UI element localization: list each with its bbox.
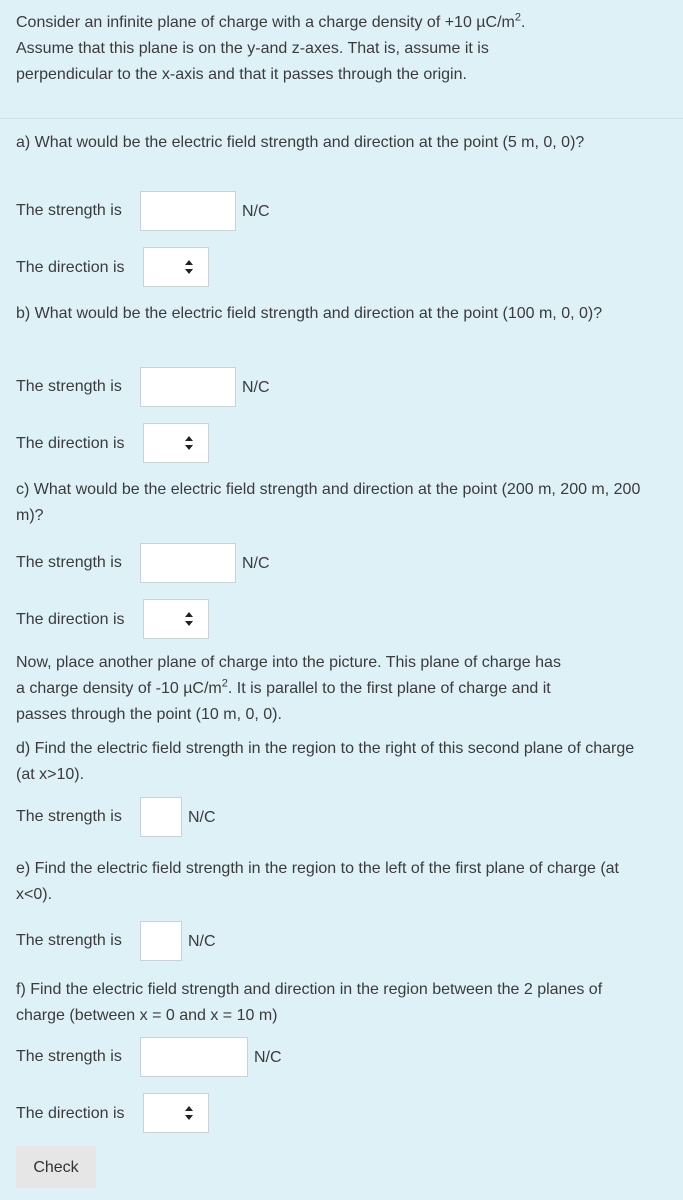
part-f-direction-select[interactable] — [143, 1093, 209, 1133]
part-c-strength-input[interactable] — [140, 543, 236, 583]
part-a-question: a) What would be the electric field strength and direction at the point (5 m, 0, 0)? — [16, 134, 585, 151]
part-a-direction-select[interactable] — [143, 247, 209, 287]
part-f-unit: N/C — [254, 1049, 282, 1066]
second-plane-text: Now, place another plane of charge into the picture. This plane of charge has a charge density of -10 $\mu C/m^2$. It is parallel to the first plane of charge and it passes through the point (10 m, 0, 0). — [16, 654, 561, 723]
up-down-chevron-icon — [184, 434, 194, 452]
part-a-strength-input[interactable] — [140, 191, 236, 231]
part-b-question: b) What would be the electric field strength and direction at the point (100 m, 0, 0)? — [16, 305, 603, 322]
part-c-question: c) What would be the electric field strength and direction at the point (200 m, 200 m, 200 m)? — [16, 481, 641, 524]
part-b-direction-select[interactable] — [143, 423, 209, 463]
part-e-unit: N/C — [188, 933, 216, 950]
divider — [0, 118, 683, 119]
part-d-unit: N/C — [188, 809, 216, 826]
intro-text: Consider an infinite plane of charge with a charge density of +10 $\mu C/m^2$. Assume that this plane is on the y-and z-axes. That is, assume it is perpendicular to the x-axis and that it passes through the origin. — [16, 11, 526, 83]
part-c-strength-label: The strength is — [16, 554, 122, 571]
part-b-strength-input[interactable] — [140, 367, 236, 407]
part-d-strength-input[interactable] — [140, 797, 182, 837]
part-a-strength-label: The strength is — [16, 202, 122, 219]
part-f-strength-label: The strength is — [16, 1048, 122, 1065]
part-d-strength-label: The strength is — [16, 808, 122, 825]
part-c-direction-label: The direction is — [16, 611, 125, 628]
up-down-chevron-icon — [184, 258, 194, 276]
part-b-strength-label: The strength is — [16, 378, 122, 395]
part-c-unit: N/C — [242, 555, 270, 572]
part-a-unit: N/C — [242, 203, 270, 220]
up-down-chevron-icon — [184, 1104, 194, 1122]
up-down-chevron-icon — [184, 610, 194, 628]
part-f-direction-label: The direction is — [16, 1105, 125, 1122]
part-b-unit: N/C — [242, 379, 270, 396]
check-button[interactable]: Check — [16, 1146, 96, 1188]
part-e-question: e) Find the electric field strength in the region to the left of the first plane of charge (at x<0). — [16, 860, 619, 903]
part-f-strength-input[interactable] — [140, 1037, 248, 1077]
part-f-question: f) Find the electric field strength and direction in the region between the 2 planes of charge (between x = 0 and x = 10 m) — [16, 981, 603, 1024]
part-e-strength-input[interactable] — [140, 921, 182, 961]
part-e-strength-label: The strength is — [16, 932, 122, 949]
part-c-direction-select[interactable] — [143, 599, 209, 639]
part-b-direction-label: The direction is — [16, 435, 125, 452]
part-a-direction-label: The direction is — [16, 259, 125, 276]
part-d-question: d) Find the electric field strength in the region to the right of this second plane of charge (at x>10). — [16, 740, 635, 783]
